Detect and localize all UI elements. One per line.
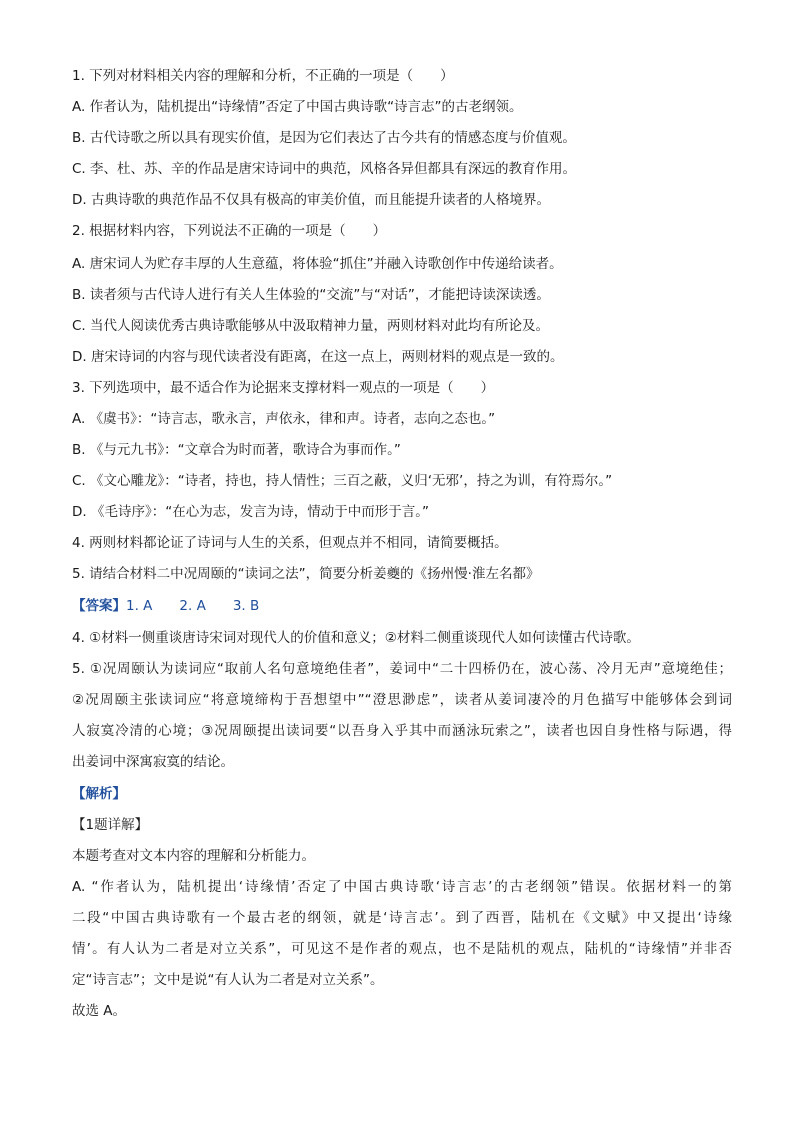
q3-option-d: D. 《毛诗序》：“在心为志，发言为诗，情动于中而形于言。” [72,504,429,520]
q3-option-a: A. 《虞书》：“诗言志，歌永言，声依永，律和声。诗者，志向之态也。” [72,411,496,427]
q1-option-b: B. 古代诗歌之所以具有现实价值，是因为它们表达了古今共有的情感态度与价值观。 [72,130,576,146]
answer-5-line-4: 出姜词中深寓寂寞的结论。 [72,754,234,770]
q2-option-a: A. 唐宋词人为贮存丰厚的人生意蕴，将体验“抓住”并融入诗歌创作中传递给读者。 [72,256,563,272]
answer-5-line-3: 人寂寞冷清的心境；③况周颐提出读词要“以吾身入乎其中而涵泳玩索之”，读者也因自身性格与际遇，得 [72,723,732,739]
answer-tag: 【答案】 [72,598,126,614]
answer-5-line-1: 5. ①况周颐认为读词应“取前人名句意境绝佳者”，姜词中“二十四桥仍在，波心荡、冷月无声”意境绝佳； [72,661,732,677]
answer-4: 4. ①材料一侧重谈唐诗宋词对现代人的价值和意义；②材料二侧重谈现代人如何读懂古代诗歌。 [72,630,640,646]
analysis-para-line-2: 二段“中国古典诗歌有一个最古老的纲领，就是‘诗言志’。到了西晋，陆机在《文赋》中又提出‘诗缘 [72,910,732,926]
q1-option-c: C. 李、杜、苏、辛的作品是唐宋诗词中的典范，风格各异但都具有深远的教育作用。 [72,161,577,177]
q2-stem: 2. 根据材料内容，下列说法不正确的一项是（ ） [72,223,387,239]
answer-choices: 1. A 2. A 3. B [126,598,260,614]
q2-option-d: D. 唐宋诗词的内容与现代读者没有距离，在这一点上，两则材料的观点是一致的。 [72,349,564,365]
q5-stem: 5. 请结合材料二中况周颐的“读词之法”，简要分析姜夔的《扬州慢·淮左名都》 [72,566,540,582]
analysis-intro: 本题考查对文本内容的理解和分析能力。 [72,848,315,864]
q2-option-c: C. 当代人阅读优秀古典诗歌能够从中汲取精神力量，两则材料对此均有所论及。 [72,318,550,334]
q1-option-d: D. 古典诗歌的典范作品不仅具有极高的审美价值，而且能提升读者的人格境界。 [72,192,550,208]
analysis-para-line-3: 情’。有人认为二者是对立关系”，可见这不是作者的观点，也不是陆机的观点，陆机的“诗缘情”并非否 [72,941,732,957]
answer-5-line-2: ②况周颐主张读词应“将意境缔构于吾想望中”“澄思渺虑”，读者从姜词凄冷的月色描写中能够体会到词 [72,692,732,708]
analysis-conclusion: 故选 A。 [72,1003,127,1019]
q1-stem: 1. 下列对材料相关内容的理解和分析，不正确的一项是（ ） [72,68,454,84]
analysis-para-line-4: 定“诗言志”；文中是说“有人认为二者是对立关系”。 [72,972,384,988]
analysis-para-line-1: A. “作者认为，陆机提出‘诗缘情’否定了中国古典诗歌‘诗言志’的古老纲领”错误。依据材料一的第 [72,879,732,895]
q1-option-a: A. 作者认为，陆机提出“诗缘情”否定了中国古典诗歌“诗言志”的古老纲领。 [72,99,523,115]
analysis-sub-heading: 【1题详解】 [72,817,149,833]
answer-header [72,596,732,616]
q2-option-b: B. 读者须与古代诗人进行有关人生体验的“交流”与“对话”，才能把诗读深读透。 [72,287,550,303]
analysis-header [72,784,732,804]
q3-option-c: C. 《文心雕龙》：“诗者，持也，持人情性；三百之蔽，义归‘无邪’，持之为训，有符焉尔。” [72,473,613,489]
q3-option-b: B. 《与元九书》：“文章合为时而著，歌诗合为事而作。” [72,442,401,458]
analysis-tag: 【解析】 [72,786,126,802]
q4-stem: 4. 两则材料都论证了诗词与人生的关系，但观点并不相同，请简要概括。 [72,535,508,551]
q3-stem: 3. 下列选项中，最不适合作为论据来支撑材料一观点的一项是（ ） [72,380,495,396]
